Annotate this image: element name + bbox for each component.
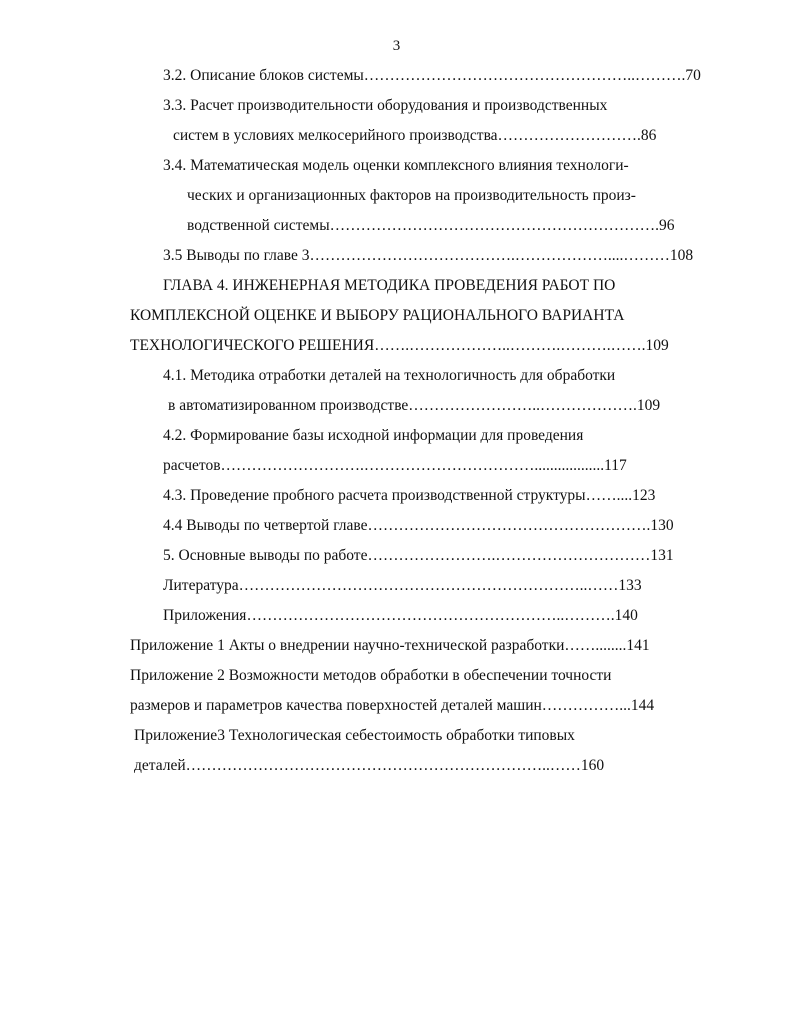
toc-chapter-4-line1: ГЛАВА 4. ИНЖЕНЕРНАЯ МЕТОДИКА ПРОВЕДЕНИЯ РАБОТ ПО [163, 277, 616, 294]
toc-entry-4-1-line2: в автоматизированном производстве……………………..……………….109 [168, 397, 661, 414]
toc-entry-3-3-line2: систем в условиях мелкосерийного производства……………………….86 [173, 127, 657, 144]
toc-appendix-2-line1: Приложение 2 Возможности методов обработки в обеспечении точности [130, 667, 612, 684]
toc-entry-4-1-line1: 4.1. Методика отработки деталей на технологичность для обработки [163, 367, 616, 384]
page-number: 3 [392, 38, 401, 54]
toc-entry-4-3: 4.3. Проведение пробного расчета производственной структуры……....123 [163, 487, 656, 504]
toc-entry-3-4-line1: 3.4. Математическая модель оценки комплексного влияния технологи- [163, 157, 629, 174]
toc-entry-5: 5. Основные выводы по работе…………………….…………………………131 [163, 547, 674, 564]
toc-appendix-3-line1: Приложение3 Технологическая себестоимость обработки типовых [134, 727, 575, 744]
toc-entry-3-3-line1: 3.3. Расчет производительности оборудования и производственных [163, 97, 608, 114]
toc-entry-4-2-line2: расчетов……………………….……………………………..................117 [163, 457, 627, 474]
toc-appendix-1: Приложение 1 Акты о внедрении научно-технической разработки……........141 [130, 637, 650, 654]
toc-entry-4-4: 4.4 Выводы по четвертой главе……………………………………………….130 [163, 517, 674, 534]
toc-chapter-4-line2: КОМПЛЕКСНОЙ ОЦЕНКЕ И ВЫБОРУ РАЦИОНАЛЬНОГО ВАРИАНТА [130, 307, 625, 324]
toc-appendix-3-line2: деталей……………………………………………………………..……160 [134, 757, 605, 774]
toc-entry-3-5: 3.5 Выводы по главе 3………………………………….………………....………108 [163, 247, 694, 264]
toc-entry-4-2-line1: 4.2. Формирование базы исходной информации для проведения [163, 427, 584, 444]
toc-appendix-2-line2: размеров и параметров качества поверхностей деталей машин……………...144 [130, 697, 655, 714]
toc-entry-literature: Литература…………………………………………………………..……133 [163, 577, 642, 594]
toc-entry-3-4-line3: водственной системы……………………………………………………….96 [187, 217, 675, 234]
toc-entry-3-2: 3.2. Описание блоков системы……………………………………………..……….70 [163, 67, 701, 84]
toc-entry-3-4-line2: ческих и организационных факторов на производительность произ- [187, 187, 636, 204]
toc-chapter-4-line3: ТЕХНОЛОГИЧЕСКОГО РЕШЕНИЯ…….………………..……….……….…….109 [130, 337, 669, 354]
toc-entry-appendices: Приложения……………………………………………………..……….140 [163, 607, 638, 624]
